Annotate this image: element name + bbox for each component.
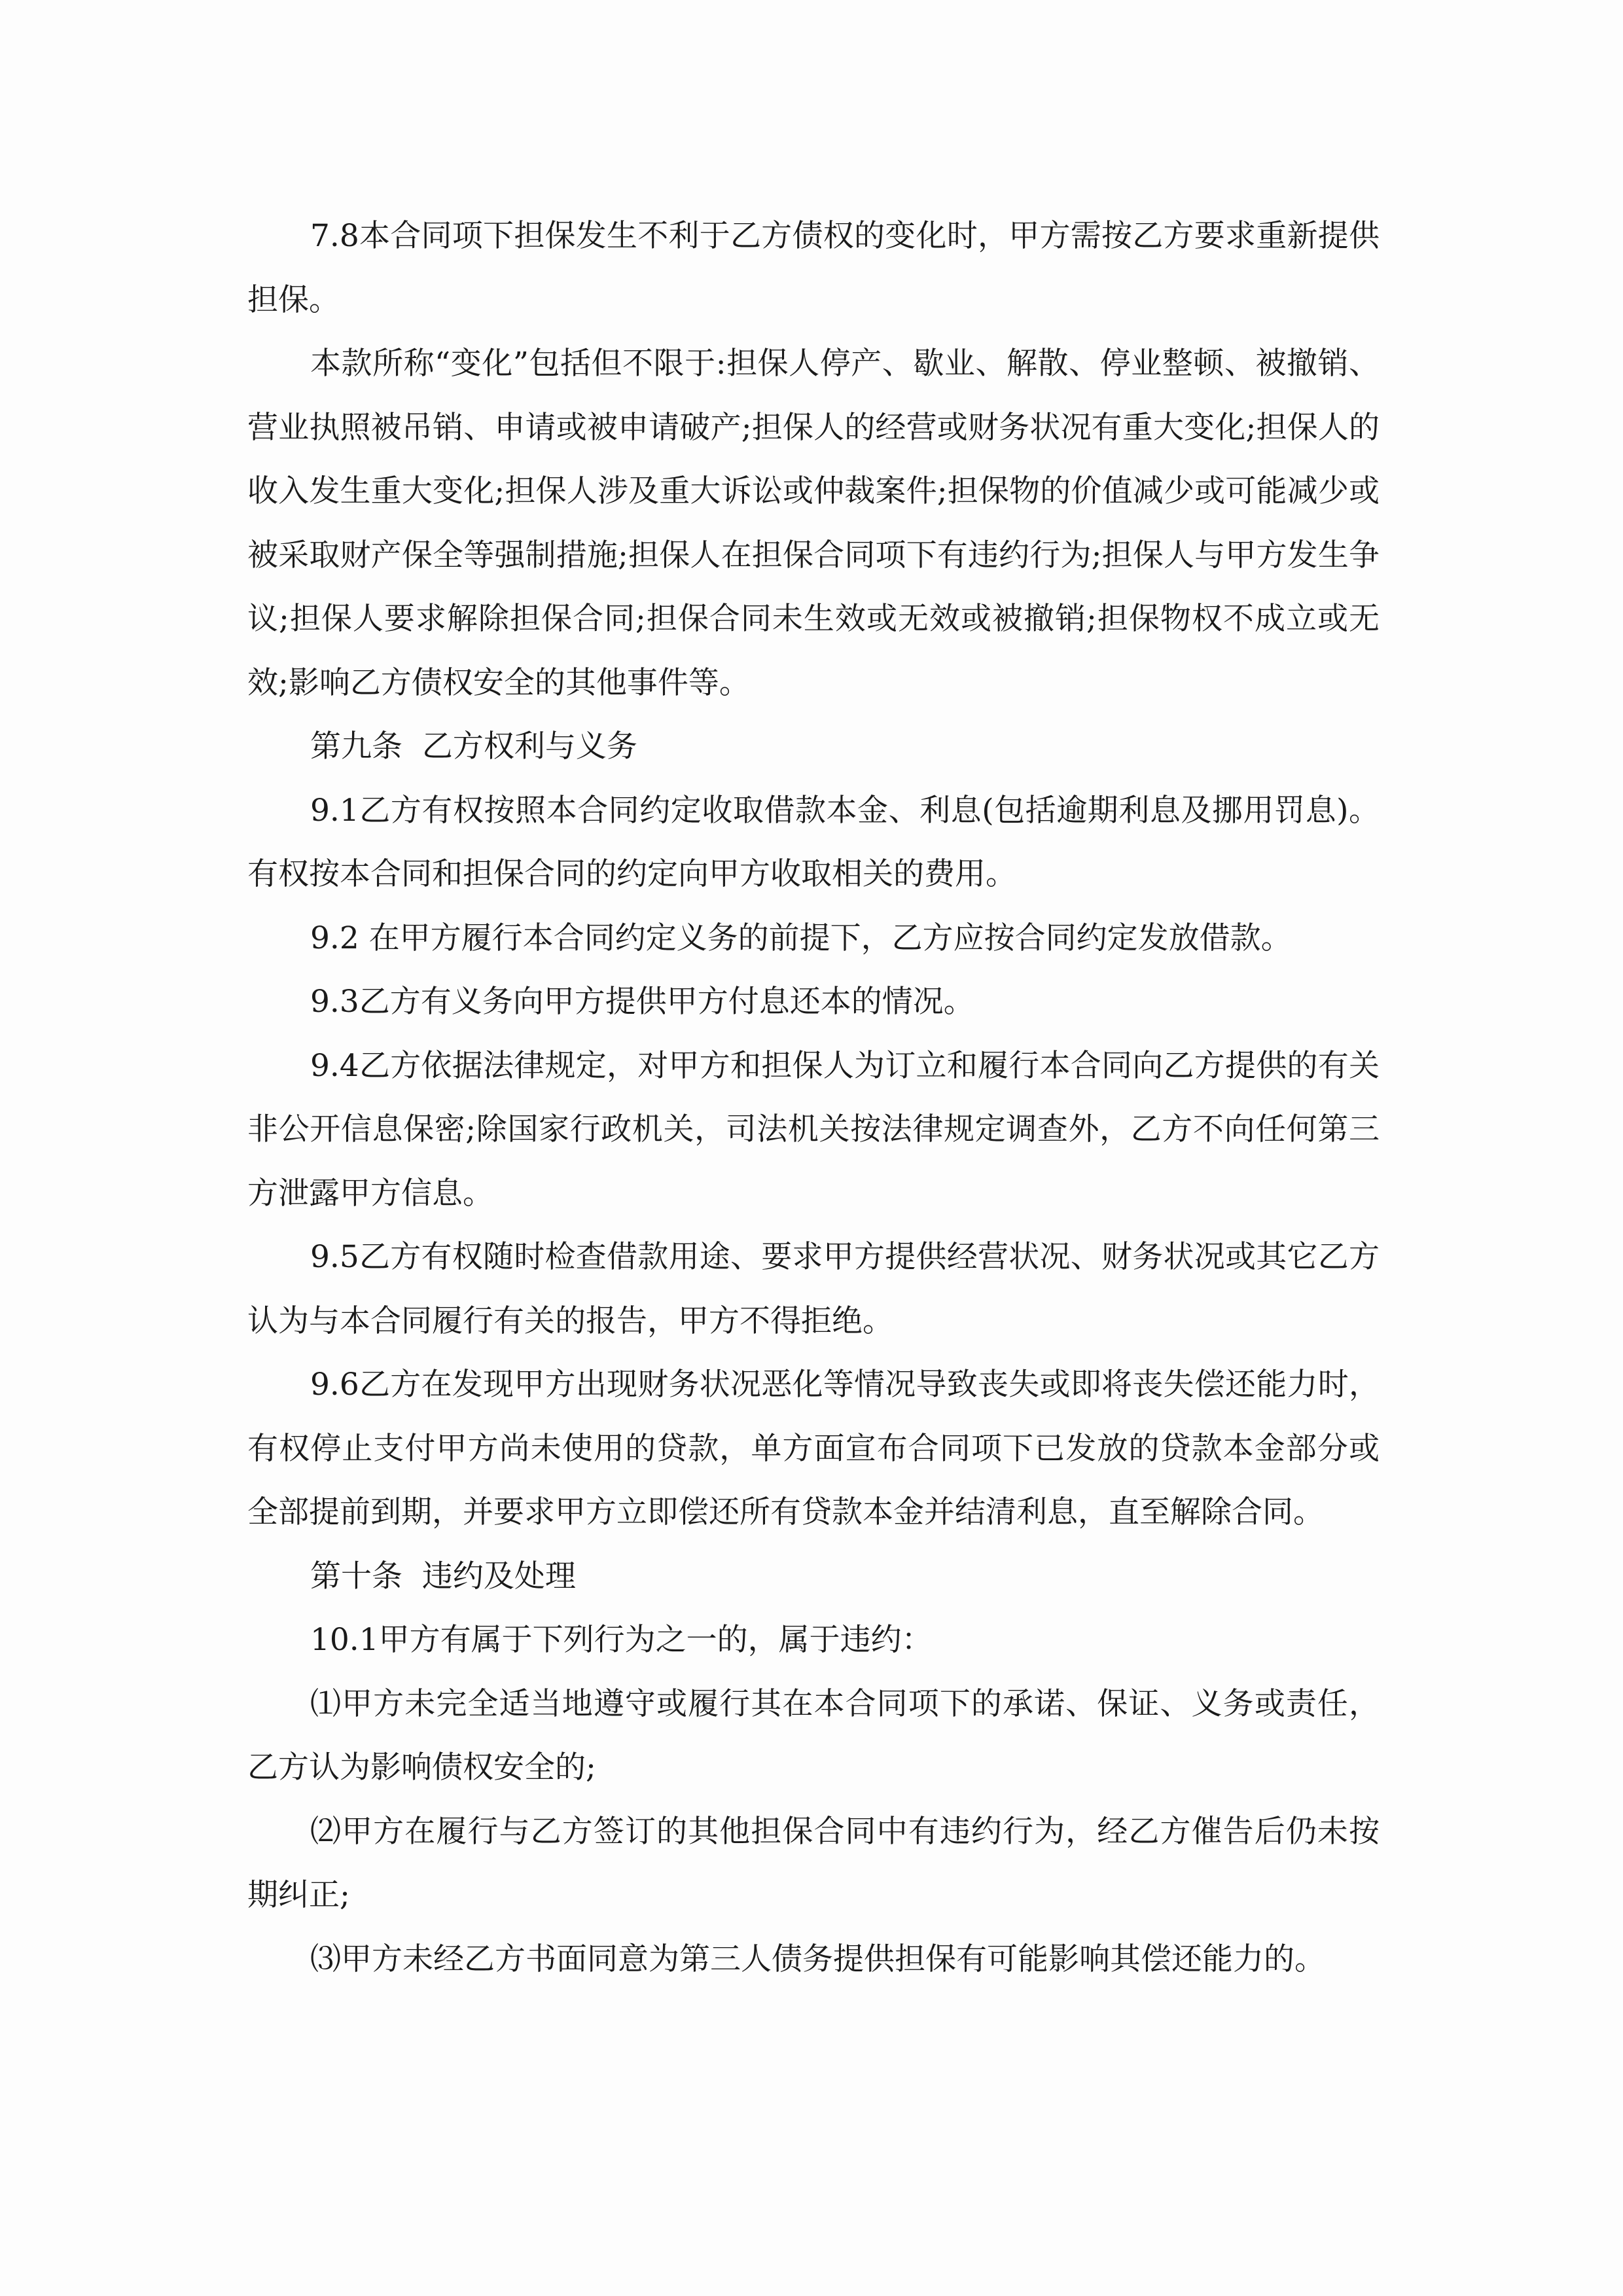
clause-10-1-item-1: ⑴甲方未完全适当地遵守或履行其在本合同项下的承诺、保证、义务或责任，乙方认为影响债权安全的; bbox=[247, 1685, 1380, 1785]
clause-10-1-item-2: ⑵甲方在履行与乙方签订的其他担保合同中有违约行为，经乙方催告后仍未按期纠正; bbox=[247, 1813, 1380, 1913]
clause-10-1: 10.1甲方有属于下列行为之一的，属于违约： bbox=[310, 1622, 933, 1658]
clause-10-1-item-3: ⑶甲方未经乙方书面同意为第三人债务提供担保有可能影响其偿还能力的。 bbox=[310, 1941, 1325, 1977]
clause-9-4: 9.4乙方依据法律规定，对甲方和担保人为订立和履行本合同向乙方提供的有关非公开信息保密;除国家行政机关，司法机关按法律规定调查外，乙方不向任何第三方泄露甲方信息。 bbox=[247, 1047, 1380, 1211]
clause-9-6: 9.6乙方在发现甲方出现财务状况恶化等情况导致丧失或即将丧失偿还能力时，有权停止支付甲方尚未使用的贷款，单方面宣布合同项下已发放的贷款本金部分或全部提前到期，并要求甲方立即偿还所有贷款本金并结清利息，直至解除合同。 bbox=[247, 1367, 1380, 1530]
article-10-heading: 第十条 违约及处理 bbox=[310, 1558, 576, 1594]
document-body bbox=[247, 204, 1380, 1991]
clause-9-1: 9.1乙方有权按照本合同约定收取借款本金、利息(包括逾期利息及挪用罚息)。有权按本合同和担保合同的约定向甲方收取相关的费用。 bbox=[247, 792, 1380, 892]
clause-9-5: 9.5乙方有权随时检查借款用途、要求甲方提供经营状况、财务状况或其它乙方认为与本合同履行有关的报告，甲方不得拒绝。 bbox=[247, 1239, 1380, 1339]
clause-9-3: 9.3乙方有义务向甲方提供甲方付息还本的情况。 bbox=[310, 984, 974, 1020]
article-9-heading: 第九条 乙方权利与义务 bbox=[310, 728, 637, 764]
clause-7-8: 7.8本合同项下担保发生不利于乙方债权的变化时，甲方需按乙方要求重新提供担保。 bbox=[247, 218, 1380, 318]
clause-7-8-change-definition: 本款所称“变化”包括但不限于:担保人停产、歇业、解散、停业整顿、被撤销、营业执照被吊销、申请或被申请破产;担保人的经营或财务状况有重大变化;担保人的收入发生重大变化;担保人涉及重大诉讼或仲裁案件;担保物的价值减少或可能减少或被采取财产保全等强制措施;担保人在担保合同项下有违约行为;担保人与甲方发生争议;担保人要求解除担保合同;担保合同未生效或无效或被撤销;担保物权不成立或无效;影响乙方债权安全的其他事件等。 bbox=[247, 346, 1380, 701]
clause-9-2: 9.2 在甲方履行本合同约定义务的前提下，乙方应按合同约定发放借款。 bbox=[310, 920, 1292, 956]
